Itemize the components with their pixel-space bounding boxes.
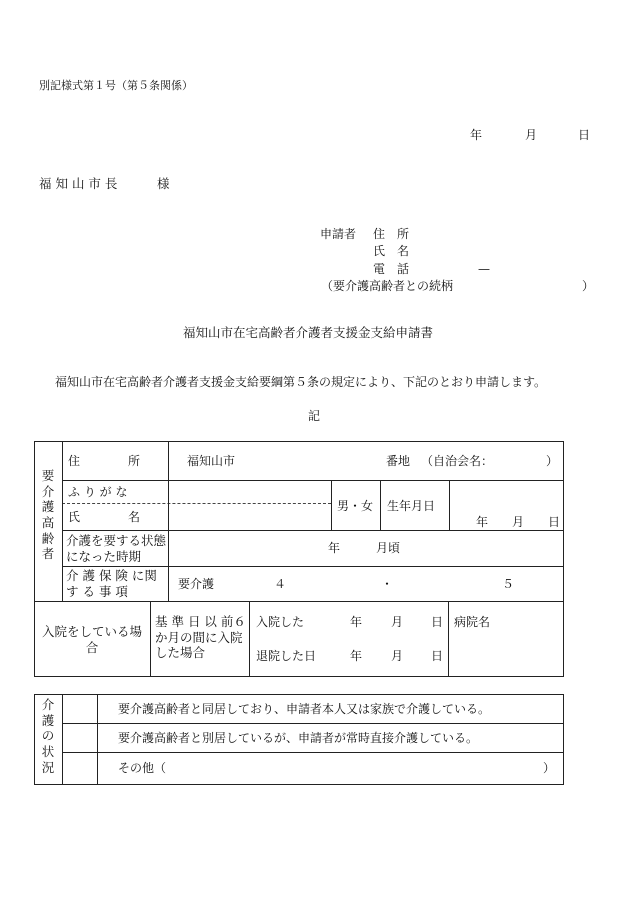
care-level-5[interactable]: ５: [502, 577, 515, 591]
relation-close: ）: [582, 279, 595, 293]
form-reference: 別記様式第１号（第５条関係）: [39, 79, 193, 92]
name-input-field[interactable]: [170, 506, 329, 528]
relation-label: （要介護高齢者との続柄: [321, 279, 454, 293]
admitted-month: 月: [391, 615, 404, 629]
furigana-input-field[interactable]: [170, 483, 329, 502]
applicant-name-label: 氏 名: [373, 244, 410, 258]
address-city: 福知山市: [187, 454, 236, 468]
hospital-case-label: 入院をしている場合: [42, 624, 143, 655]
other-detail-input[interactable]: [178, 756, 538, 780]
care-status-option-2: 要介護高齢者と別居しているが、申請者が常時直接介護している。: [118, 731, 479, 745]
birthdate-ymd[interactable]: 年 月 日: [476, 515, 561, 529]
applicant-phone-label: 電 話: [373, 262, 410, 276]
checkbox-row-3[interactable]: [64, 754, 96, 783]
applicant-label: 申請者: [320, 227, 357, 241]
date-year: 年: [470, 128, 483, 142]
ki-marker: 記: [308, 409, 321, 423]
hospital-name-input[interactable]: [452, 632, 560, 672]
sex-choice[interactable]: 男・女: [337, 499, 374, 513]
care-time-value[interactable]: 年 月頃: [328, 541, 401, 555]
care-time-label: 介護を要する状態になった時期: [66, 533, 167, 564]
jichikai-label: （自治会名：: [421, 454, 494, 468]
hospital-name-label: 病院名: [454, 615, 491, 629]
base-date-note: 基 準 日 以 前６か月の間に入院した場合: [155, 614, 246, 661]
discharged-day: 日: [431, 649, 444, 663]
level-separator: ・: [381, 577, 394, 591]
jichikai-close: ）: [546, 454, 559, 468]
banchi-label: 番地: [386, 454, 411, 468]
checkbox-row-1[interactable]: [64, 696, 96, 722]
honorific: 様: [157, 176, 170, 191]
checkbox-row-2[interactable]: [64, 725, 96, 751]
care-level-4[interactable]: ４: [274, 577, 287, 591]
care-status-side-label: 介護の状況: [41, 697, 55, 775]
admitted-year: 年: [350, 615, 363, 629]
insurance-label: 介 護 保 険 に関 す る 事 項: [66, 568, 157, 599]
date-month: 月: [525, 128, 538, 142]
document-title: 福知山市在宅高齢者介護者支援金支給申請書: [183, 325, 434, 340]
date-day: 日: [578, 128, 591, 142]
youkaigo-label: 要介護: [178, 577, 215, 591]
furigana-label: ふ り が な: [68, 485, 128, 499]
discharged-label: 退院した日: [256, 649, 317, 663]
birthdate-label: 生年月日: [387, 499, 436, 513]
phone-dash: —: [478, 262, 490, 276]
care-status-option-1: 要介護高齢者と同居しており、申請者本人又は家族で介護している。: [118, 702, 491, 716]
other-close: ）: [543, 761, 556, 775]
address-label: 住 所: [68, 454, 141, 468]
address-input-field[interactable]: [246, 445, 381, 477]
addressee: 福 知 山 市 長: [39, 176, 118, 191]
discharged-month: 月: [391, 649, 404, 663]
name-label: 氏 名: [68, 510, 141, 524]
admitted-day: 日: [431, 615, 444, 629]
intro-text: 福知山市在宅高齢者介護者支援金支給要綱第５条の規定により、下記のとおり申請します。: [55, 375, 547, 389]
elderly-side-label: 要介護高齢者: [41, 468, 55, 562]
discharged-year: 年: [350, 649, 363, 663]
admitted-label: 入院した: [256, 615, 305, 629]
care-status-option-other: その他（: [118, 761, 167, 775]
applicant-address-label: 住 所: [373, 227, 410, 241]
